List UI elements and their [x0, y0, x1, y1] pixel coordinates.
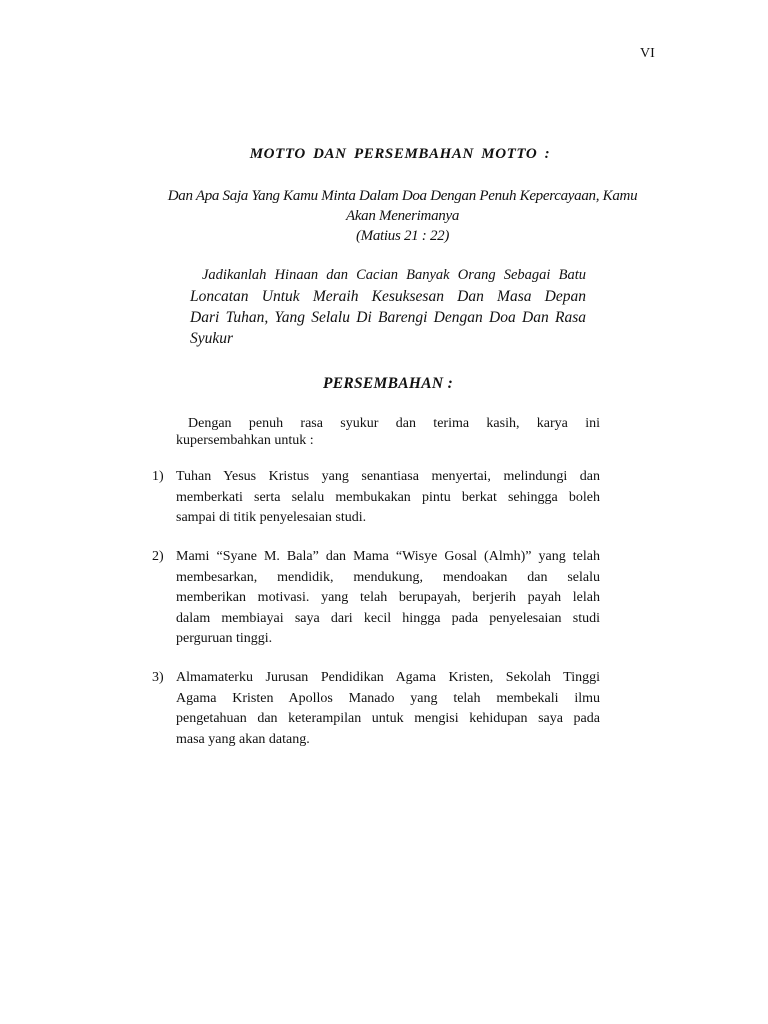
quote-reference: (Matius 21 : 22): [355, 228, 450, 244]
item-number: 1): [152, 469, 164, 484]
item-number: 3): [152, 670, 164, 685]
item-line: memberikan motivasi. yang telah berupayah, berjerih payah lelah: [176, 590, 600, 605]
dedication-intro: [176, 415, 600, 449]
intro-line: Dengan penuh rasa syukur dan terima kasih, karya ini: [188, 416, 600, 431]
quote-line-2: Akan Menerimanya: [345, 208, 460, 224]
item-line: Mami “Syane M. Bala” dan Mama “Wisye Gosal (Almh)” yang telah: [176, 549, 600, 564]
motto-line: Dari Tuhan, Yang Selalu Di Barengi Dengan Doa Dan Rasa: [190, 309, 586, 326]
dedication-list-item: [152, 547, 600, 650]
item-line: Tuhan Yesus Kristus yang senantiasa menyertai, melindungi dan: [176, 469, 600, 484]
item-line: membesarkan, mendidik, mendukung, mendoakan dan selalu: [176, 569, 600, 585]
item-line: sampai di titik penyelesaian studi.: [176, 510, 367, 525]
item-number: 2): [152, 549, 164, 564]
motto-title: MOTTO DAN PERSEMBAHAN MOTTO :: [249, 146, 551, 162]
motto-line: Jadikanlah Hinaan dan Cacian Banyak Orang Sebagai Batu: [202, 267, 586, 283]
motto-line: Syukur: [190, 330, 234, 347]
intro-line: kupersembahkan untuk :: [176, 433, 314, 448]
dedication-title: PERSEMBAHAN :: [322, 375, 454, 392]
bible-quote: [150, 186, 655, 246]
item-line: memberkati serta selalu membukakan pintu berkat sehingga boleh: [176, 489, 600, 505]
page-number: VI: [640, 46, 655, 61]
motto-text: [190, 265, 586, 349]
motto-line: Loncatan Untuk Meraih Kesuksesan Dan Masa Depan: [190, 288, 586, 305]
quote-line-1: Dan Apa Saja Yang Kamu Minta Dalam Doa Dengan Penuh Kepercayaan, Kamu: [167, 188, 638, 204]
item-line: masa yang akan datang.: [176, 731, 310, 747]
item-line: dalam membiayai saya dari kecil hingga pada penyelesaian studi: [176, 610, 600, 626]
item-line: Almamaterku Jurusan Pendidikan Agama Kristen, Sekolah Tinggi: [176, 670, 600, 685]
item-line: perguruan tinggi.: [176, 631, 273, 646]
item-line: Agama Kristen Apollos Manado yang telah membekali ilmu: [176, 690, 600, 706]
dedication-list-item: [152, 467, 600, 529]
item-line: pengetahuan dan keterampilan untuk mengisi kehidupan saya pada: [176, 711, 600, 726]
dedication-list-item: [152, 668, 600, 750]
